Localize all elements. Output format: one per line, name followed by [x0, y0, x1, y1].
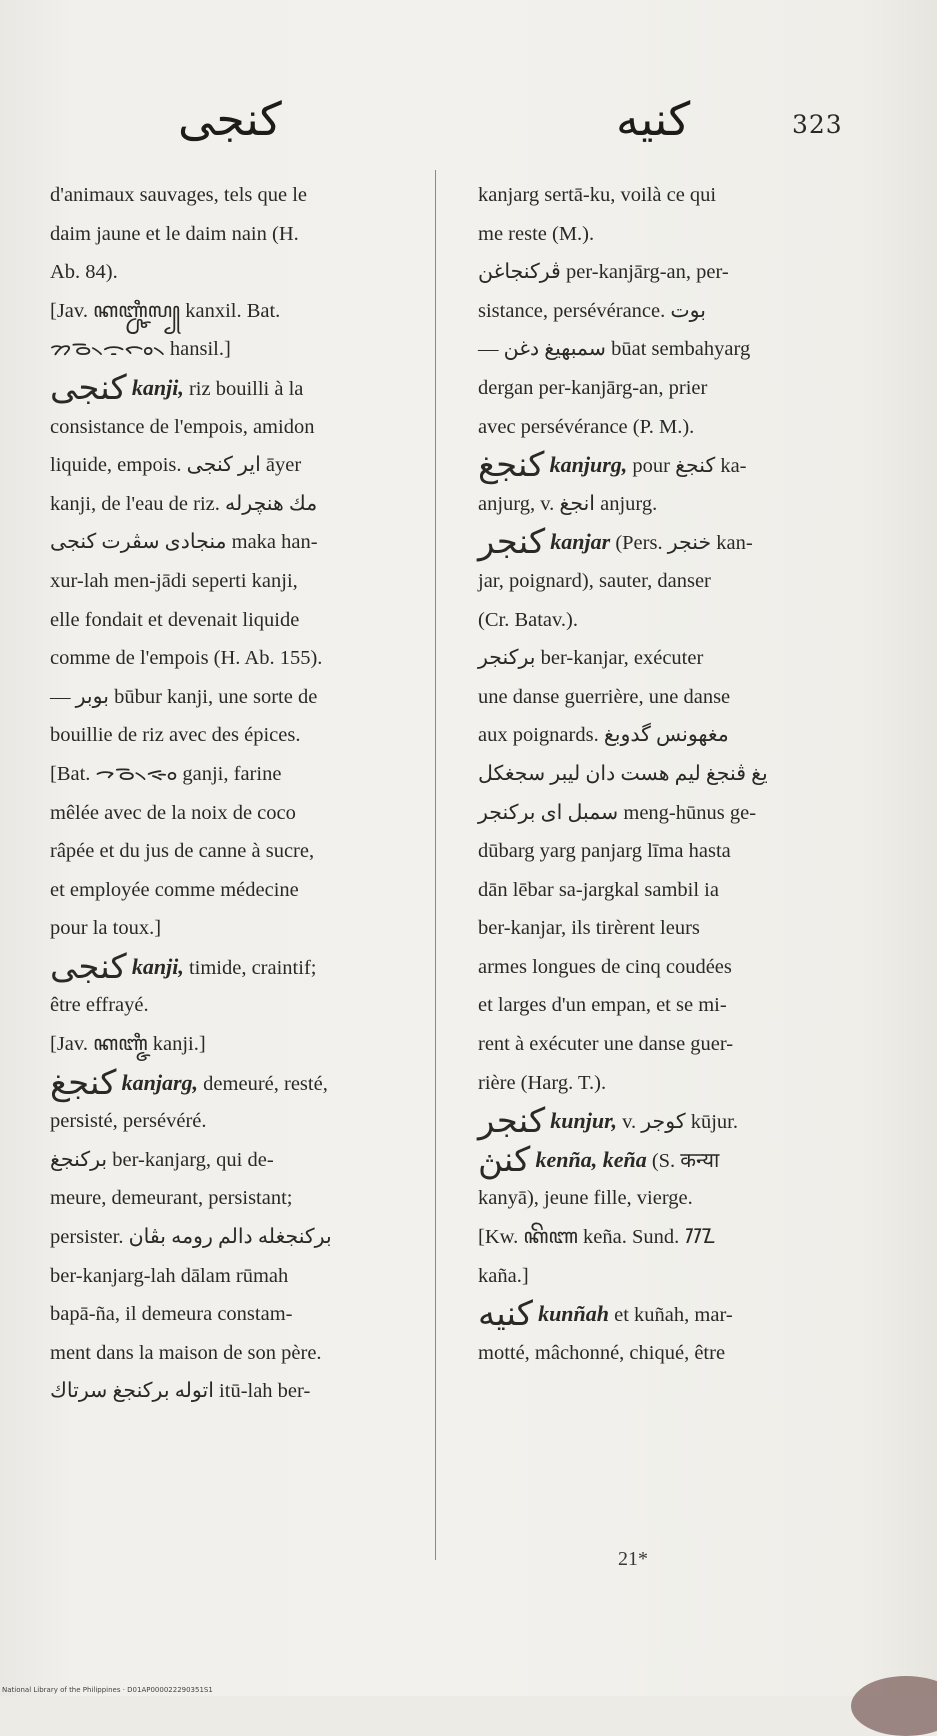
line-text: [Jav. ꦏꦚ꧀ꦕꦶꦭ꧀ kanxil. Bat.	[50, 299, 281, 322]
text-line	[478, 253, 842, 292]
text-line	[50, 1372, 418, 1411]
running-head-right: كنيه	[616, 92, 691, 146]
text-line	[50, 176, 418, 215]
text-line	[478, 639, 842, 678]
arabic-headword: كنجغ	[50, 1062, 117, 1103]
arabic-headword: كنجى	[50, 367, 127, 408]
line-text: timide, craintif;	[183, 956, 317, 979]
line-text: comme de l'empois (H. Ab. 155).	[50, 647, 323, 670]
arabic-headword: كنجغ	[478, 445, 545, 486]
text-line	[50, 408, 418, 447]
line-text: consistance de l'empois, amidon	[50, 415, 315, 438]
text-line	[50, 215, 418, 254]
line-text: sistance, persévérance. بوت	[478, 299, 706, 322]
text-line	[50, 1218, 418, 1257]
text-line	[478, 176, 842, 215]
text-line	[478, 369, 842, 408]
line-text: ber-kanjar, ils tirèrent leurs	[478, 917, 700, 940]
text-line	[478, 1218, 842, 1257]
line-text: riz bouilli à la	[183, 377, 304, 400]
line-text: kanji, de l'eau de riz. مك هنچرله	[50, 492, 318, 515]
line-text: liquide, empois. اير كنجى āyer	[50, 454, 302, 477]
column-divider	[435, 170, 436, 1560]
arabic-headword: كنيه	[478, 1294, 533, 1335]
line-text: une danse guerrière, une danse	[478, 685, 731, 708]
signature-mark: 21*	[618, 1548, 648, 1570]
text-line	[478, 1064, 842, 1103]
line-text: me reste (M.).	[478, 222, 595, 245]
line-text: اتوله بركنجغ سرتاك itū-lah ber-	[50, 1380, 311, 1403]
text-line	[50, 1141, 418, 1180]
text-line	[50, 678, 418, 717]
text-line	[50, 755, 418, 794]
text-line	[50, 446, 418, 485]
arabic-headword: كنجر	[478, 1101, 546, 1142]
line-text: [Jav. ꦏꦚ꧀ꦗꦶ kanji.]	[50, 1033, 206, 1056]
line-text: pour كنجغ ka-	[627, 455, 747, 478]
line-text: meure, demeurant, persistant;	[50, 1187, 293, 1210]
latin-headword: kanjarg,	[121, 1069, 199, 1095]
text-line	[50, 1179, 418, 1218]
text-line	[478, 948, 842, 987]
text-line	[50, 1025, 418, 1064]
text-line	[50, 253, 418, 292]
text-line	[478, 716, 842, 755]
line-text: dergan per-kanjārg-an, prier	[478, 376, 708, 399]
line-text: منجادى سڤرت كنجى maka han-	[50, 531, 318, 554]
line-text: (Cr. Batav.).	[478, 608, 579, 631]
text-line	[50, 639, 418, 678]
line-text: elle fondait et devenait liquide	[50, 608, 300, 631]
entry-headline	[50, 369, 418, 408]
text-line	[478, 1025, 842, 1064]
line-text: rière (Harg. T.).	[478, 1071, 607, 1094]
entry-headline	[478, 1295, 842, 1334]
line-text: سمبل اى بركنجر meng-hūnus ge-	[478, 801, 757, 824]
text-line	[478, 330, 842, 369]
line-text: يغ ڤنجغ ليم هست دان ليبر سجغكل	[478, 762, 768, 785]
entry-headline	[50, 1064, 418, 1103]
text-line	[50, 794, 418, 833]
line-text: kaña.]	[478, 1264, 529, 1287]
line-text: jar, poignard), sauter, danser	[478, 569, 711, 592]
line-text: ber-kanjarg-lah dālam rūmah	[50, 1264, 289, 1287]
text-line	[50, 832, 418, 871]
text-line	[478, 485, 842, 524]
line-text: demeuré, resté,	[198, 1072, 328, 1095]
arabic-headword: كنڽ	[478, 1139, 531, 1180]
text-line	[478, 215, 842, 254]
latin-headword: kenña, keña	[535, 1146, 647, 1172]
line-text: rent à exécuter une danse guer-	[478, 1033, 734, 1056]
corner-smudge	[851, 1676, 937, 1736]
line-text: dūbarg yarg panjarg līma hasta	[478, 840, 731, 863]
line-text: et larges d'un empan, et se mi-	[478, 994, 727, 1017]
text-line	[478, 755, 842, 794]
text-line	[478, 1179, 842, 1218]
page-number: 323	[792, 110, 843, 139]
text-line	[478, 1257, 842, 1296]
text-line	[478, 1334, 842, 1373]
line-text: kanjarg sertā-ku, voilà ce qui	[478, 184, 717, 206]
line-text: (Pers. خنجر kan-	[610, 532, 753, 555]
line-text: être effrayé.	[50, 994, 149, 1017]
line-text: [Kw. ꦏꦼꦚ keña. Sund. ᮊᮔ	[478, 1226, 716, 1249]
line-text: dān lēbar sa-jargkal sambil ia	[478, 878, 719, 901]
text-line	[478, 871, 842, 910]
latin-headword: kunjur,	[550, 1108, 617, 1134]
line-text: v. كوجر kūjur.	[616, 1111, 738, 1134]
arabic-headword: كنجر	[478, 522, 546, 563]
line-text: بركنجغ ber-kanjarg, qui de-	[50, 1148, 274, 1171]
line-text: motté, mâchonné, chiqué, être	[478, 1341, 726, 1364]
entry-headline	[478, 1102, 842, 1141]
text-line	[50, 1102, 418, 1141]
text-line	[50, 871, 418, 910]
text-line	[478, 408, 842, 447]
running-head-left: كنجى	[178, 92, 282, 146]
line-text: avec persévérance (P. M.).	[478, 415, 695, 438]
text-line	[50, 986, 418, 1025]
line-text: daim jaune et le daim nain (H.	[50, 222, 299, 245]
text-line	[50, 485, 418, 524]
line-text: et employée comme médecine	[50, 878, 299, 901]
line-text: ᯂᯉ᯲ᯙᯪᯞ᯲ hansil.]	[50, 338, 231, 361]
text-line	[478, 794, 842, 833]
library-note: National Library of the Philippines · D01AP000022290351S1	[2, 1686, 213, 1694]
latin-headword: kanjar	[550, 529, 611, 555]
text-line	[50, 1334, 418, 1373]
arabic-headword: كنجى	[50, 946, 127, 987]
line-text: [Bat. ᯎᯉ᯲ᯐᯪ ganji, farine	[50, 762, 282, 785]
text-line	[50, 716, 418, 755]
line-text: pour la toux.]	[50, 917, 162, 940]
line-text: — سمبهيغ دغن būat sembahyarg	[478, 338, 751, 361]
text-line	[478, 909, 842, 948]
line-text: râpée et du jus de canne à sucre,	[50, 840, 315, 863]
entry-headline	[478, 1141, 842, 1180]
line-text: بركنجر ber-kanjar, exécuter	[478, 647, 704, 670]
line-text: armes longues de cinq coudées	[478, 955, 732, 978]
line-text: persister. بركنجغله دالم رومه بڤان	[50, 1226, 332, 1249]
line-text: Ab. 84).	[50, 261, 118, 284]
text-line	[50, 909, 418, 948]
latin-headword: kunñah	[538, 1301, 610, 1327]
text-line	[50, 523, 418, 562]
left-column	[50, 176, 418, 1411]
line-text: ment dans la maison de son père.	[50, 1341, 322, 1364]
text-line	[478, 678, 842, 717]
text-line	[478, 562, 842, 601]
line-text: — بوبر būbur kanji, une sorte de	[50, 685, 318, 708]
text-line	[478, 832, 842, 871]
text-line	[50, 1257, 418, 1296]
text-line	[50, 1295, 418, 1334]
latin-headword: kanji,	[131, 374, 184, 400]
line-text: bouillie de riz avec des épices.	[50, 724, 301, 747]
text-line	[478, 986, 842, 1025]
text-line	[478, 292, 842, 331]
line-text: aux poignards. مغهونس گدوبغ	[478, 724, 729, 747]
line-text: (S. कन्या	[646, 1149, 720, 1172]
line-text: persisté, persévéré.	[50, 1110, 207, 1133]
line-text: ڤركنجاغن per-kanjārg-an, per-	[478, 261, 729, 284]
text-line	[50, 562, 418, 601]
latin-headword: kanji,	[131, 953, 184, 979]
entry-headline	[478, 523, 842, 562]
entry-headline	[478, 446, 842, 485]
line-text: d'animaux sauvages, tels que le	[50, 184, 308, 206]
line-text: mêlée avec de la noix de coco	[50, 801, 296, 824]
right-column	[478, 176, 842, 1372]
line-text: xur-lah men-jādi seperti kanji,	[50, 569, 298, 592]
text-line	[50, 292, 418, 331]
line-text: et kuñah, mar-	[609, 1304, 733, 1327]
line-text: kanyā), jeune fille, vierge.	[478, 1187, 693, 1210]
text-line	[50, 330, 418, 369]
line-text: anjurg, v. انجغ anjurg.	[478, 492, 658, 515]
text-line	[50, 601, 418, 640]
text-line	[478, 601, 842, 640]
latin-headword: kanjurg,	[549, 452, 628, 478]
entry-headline	[50, 948, 418, 987]
line-text: bapā-ña, il demeura constam-	[50, 1303, 293, 1326]
